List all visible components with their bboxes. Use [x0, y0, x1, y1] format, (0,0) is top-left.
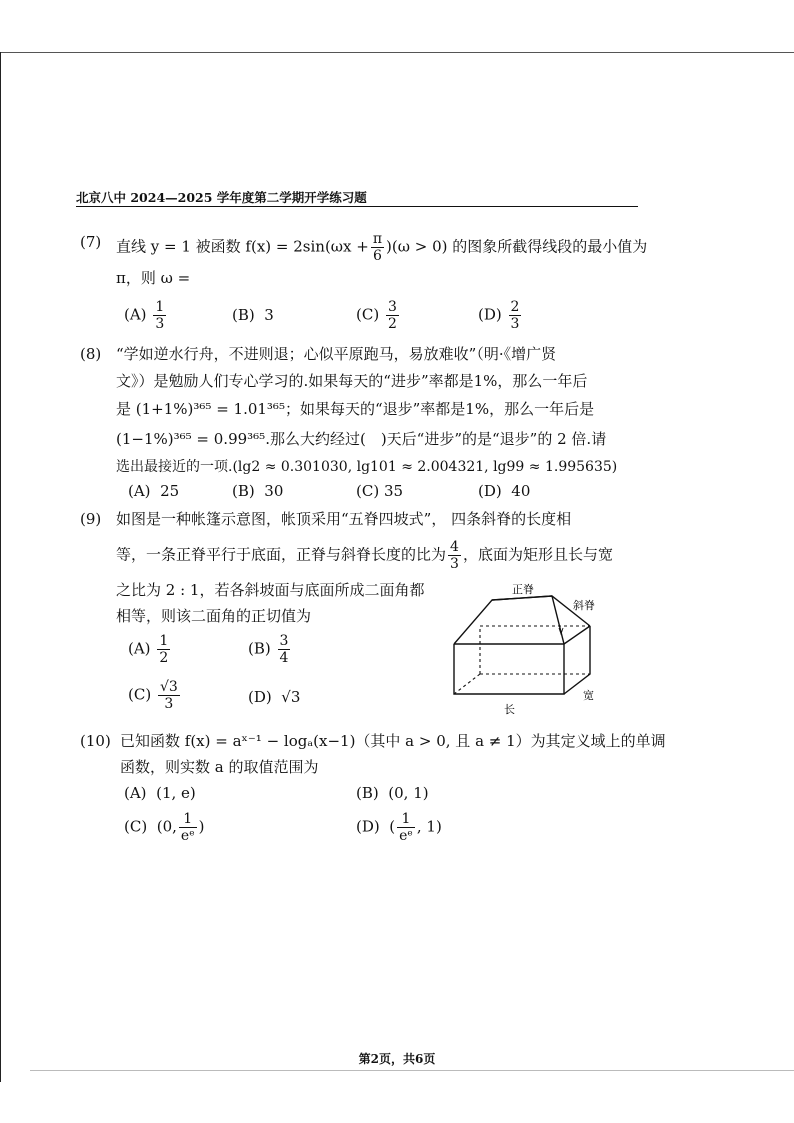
q7-line2: π，则 ω = — [116, 269, 191, 287]
q9-line3: 之比为 2 : 1，若各斜坡面与底面所成二面角都 — [116, 581, 425, 599]
q7-option-a-label: (A) — [124, 305, 147, 324]
q9-option-a-label: (A) — [128, 639, 151, 658]
q9-option-c-num: √3 — [159, 679, 178, 695]
q7-option-c-label: (C) — [356, 305, 380, 324]
q10-option-d-fraction — [397, 812, 415, 843]
page-edge-left — [0, 52, 1, 1082]
q9-option-c[interactable] — [128, 680, 182, 711]
q9-line2-a: 等，一条正脊平行于底面，正脊与斜脊长度的比为 — [116, 545, 447, 564]
q9-fraction — [448, 540, 461, 571]
q9-option-a[interactable] — [128, 634, 172, 665]
page-header: 北京八中 2024—2025 学年度第二学期开学练习题 — [76, 188, 638, 207]
q7-option-c-fraction — [386, 300, 399, 331]
q9-option-d-label: (D) — [248, 688, 272, 706]
q7-option-a-den: 3 — [155, 316, 165, 332]
q9-option-d[interactable] — [248, 688, 300, 706]
q8-line5: 选出最接近的一项.(lg2 ≈ 0.301030, lg101 ≈ 2.004321, lg99 ≈ 1.995635) — [116, 459, 618, 475]
tent-base-side — [564, 626, 590, 694]
q10-option-d-den: eᵉ — [399, 828, 413, 844]
q8-option-a-text: 25 — [160, 482, 180, 500]
q7-option-d-den: 3 — [510, 316, 520, 332]
q10-option-c-num: 1 — [179, 812, 197, 828]
q9-option-a-fraction — [157, 634, 170, 665]
q8-line2: 文》）是勉励人们专心学习的.如果每天的“进步”率都是1%，那么一年后 — [116, 372, 588, 390]
q10-option-c-den: eᵉ — [180, 828, 195, 844]
q10-option-c-label: (C) — [124, 817, 148, 836]
figure-label-length: 长 — [504, 703, 515, 716]
tent-roof-ridge — [492, 596, 552, 600]
q9-option-b-num: 3 — [279, 633, 289, 649]
q7-option-d-label: (D) — [478, 305, 502, 324]
q7-option-d-fraction — [509, 300, 522, 331]
q9-option-c-label: (C) — [128, 685, 152, 704]
q7-option-b[interactable] — [232, 306, 274, 324]
q7-line1 — [116, 232, 647, 263]
figure-label-width: 宽 — [583, 689, 594, 702]
q9-option-c-fraction — [158, 680, 180, 711]
q9-option-a-den: 2 — [159, 650, 169, 666]
q10-option-c[interactable] — [124, 812, 204, 843]
q9-option-c-den: 3 — [164, 696, 174, 712]
q7-option-b-label: (B) — [232, 306, 255, 324]
q10-option-b[interactable] — [356, 784, 429, 802]
q8-option-c[interactable] — [356, 482, 403, 500]
page-footer: 第2页，共6页 — [358, 1052, 436, 1066]
q9-line1: 如图是一种帐篷示意图，帐顶采用“五脊四坡式”， 四条斜脊的长度相 — [116, 510, 572, 528]
q8-option-b[interactable] — [232, 482, 283, 500]
q9-option-b-den: 4 — [279, 650, 289, 666]
q9-option-d-text: √3 — [281, 688, 301, 706]
q10-line2: 函数，则实数 a 的取值范围为 — [120, 758, 319, 776]
q8-line4: (1−1%)³⁶⁵ = 0.99³⁶⁵.那么大约经过( )天后“进步”的是“退步”的 2 倍.请 — [116, 430, 607, 448]
q10-option-b-label: (B) — [356, 784, 379, 802]
q7-option-b-text: 3 — [264, 306, 274, 324]
q10-option-a-text: (1, e) — [156, 784, 196, 802]
q7-option-d-num: 2 — [510, 299, 520, 315]
q7-line1-b: )(ω > 0) 的图象所截得线段的最小值为 — [386, 237, 648, 256]
q10-option-d-pre: ( — [389, 817, 396, 836]
tent-top-side-edge — [564, 626, 590, 644]
tent-figure — [440, 580, 610, 720]
tent-roof-left-slope — [454, 596, 590, 644]
figure-label-slope-ridge: 斜脊 — [573, 599, 595, 612]
q8-option-d-label: (D) — [478, 482, 502, 500]
q7-option-a-fraction — [153, 300, 166, 331]
page-edge-top — [0, 52, 794, 53]
tent-base-front — [454, 644, 564, 694]
q10-option-a-label: (A) — [124, 784, 147, 802]
q8-option-d-text: 40 — [511, 482, 531, 500]
q8-line1: “学如逆水行舟，不进则退；心似平原跑马，易放难收”（明·《增广贤 — [116, 345, 557, 363]
q7-line1-a: 直线 y = 1 被函数 f(x) = 2sin(ωx + — [116, 237, 369, 256]
q7-option-c-num: 3 — [387, 299, 397, 315]
q7-fraction — [371, 232, 384, 263]
q8-option-a[interactable] — [128, 482, 179, 500]
q10-option-d-label: (D) — [356, 817, 380, 836]
tent-hidden-back-left — [454, 674, 480, 694]
q7-frac-denominator: 6 — [372, 248, 382, 264]
q7-option-c-den: 2 — [387, 316, 397, 332]
q10-option-b-text: (0, 1) — [388, 784, 429, 802]
q10-option-c-post: ) — [198, 817, 205, 836]
q9-line4: 相等，则该二面角的正切值为 — [116, 607, 312, 625]
q9-line2 — [116, 540, 613, 571]
q9-frac-denominator: 3 — [450, 556, 459, 572]
q7-option-a-num: 1 — [155, 299, 165, 315]
q9-line2-b: ，底面为矩形且长与宽 — [462, 545, 613, 564]
q9-number: (9) — [80, 510, 102, 528]
q9-option-b[interactable] — [248, 634, 292, 665]
q9-option-a-num: 1 — [159, 633, 169, 649]
q8-option-a-label: (A) — [128, 482, 151, 500]
q7-option-a[interactable] — [124, 300, 168, 331]
q8-option-b-text: 30 — [264, 482, 284, 500]
q8-option-c-label: (C) — [356, 482, 380, 500]
q7-frac-numerator: π — [372, 231, 383, 247]
q8-line3: 是 (1+1%)³⁶⁵ = 1.01³⁶⁵；如果每天的“退步”率都是1%，那么一年后是 — [116, 400, 595, 418]
q7-option-d[interactable] — [478, 300, 523, 331]
q10-option-c-fraction — [179, 812, 197, 843]
q7-number: (7) — [80, 233, 102, 251]
q9-option-b-fraction — [278, 634, 291, 665]
page-edge-bottom — [30, 1070, 794, 1071]
q10-line1: 已知函数 f(x) = aˣ⁻¹ − logₐ(x−1)（其中 a > 0, 且 a ≠ 1）为其定义域上的单调 — [120, 732, 666, 750]
q10-number: (10) — [80, 732, 111, 750]
q8-option-d[interactable] — [478, 482, 530, 500]
q10-option-c-pre: (0, — [156, 817, 177, 836]
q9-frac-numerator: 4 — [450, 539, 459, 555]
q10-option-d-num: 1 — [397, 812, 415, 828]
q9-option-b-label: (B) — [248, 639, 271, 658]
q8-option-c-text: 35 — [383, 482, 404, 500]
figure-label-ridge: 正脊 — [512, 583, 534, 596]
q7-option-c[interactable] — [356, 300, 401, 331]
q10-option-a[interactable] — [124, 784, 196, 802]
q10-option-d[interactable] — [356, 812, 442, 843]
q8-number: (8) — [80, 345, 102, 363]
q10-option-d-post: , 1) — [416, 817, 442, 836]
q8-option-b-label: (B) — [232, 482, 255, 500]
